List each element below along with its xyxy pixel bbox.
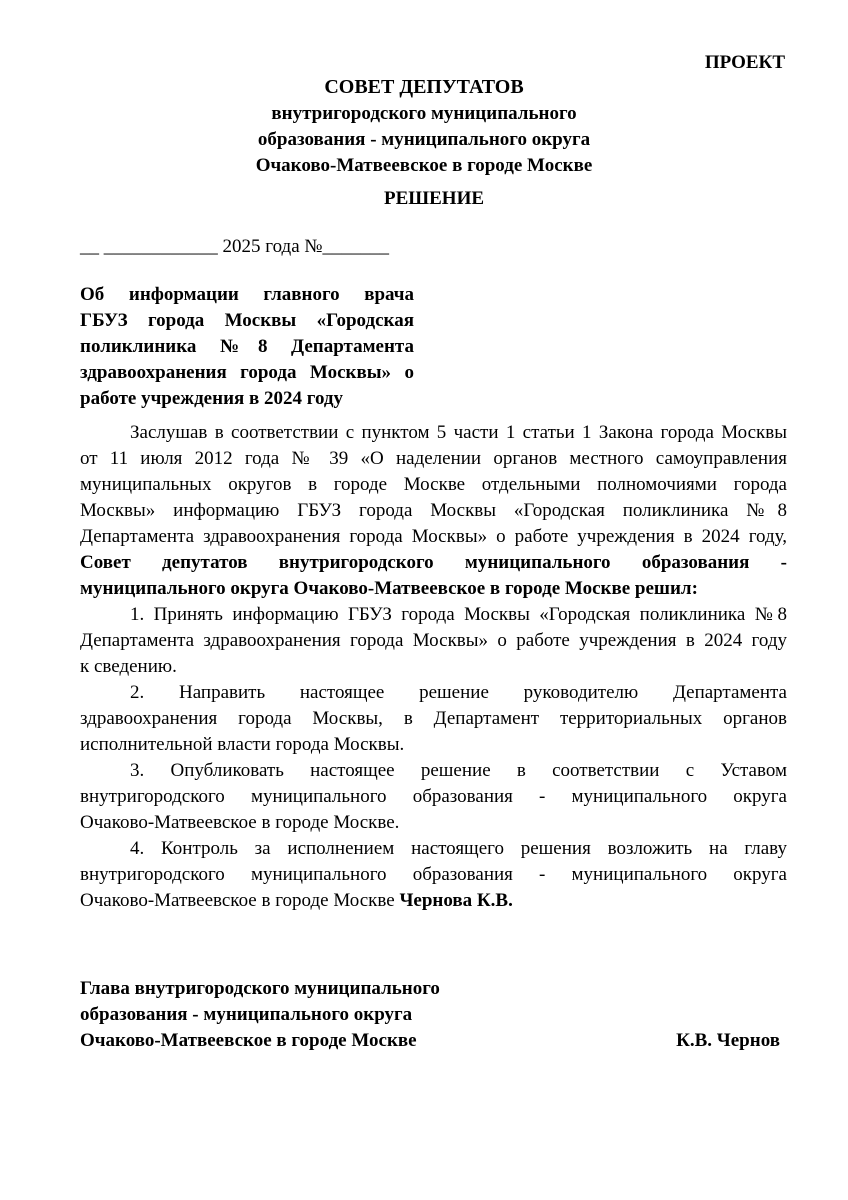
item-1	[80, 602, 787, 680]
text-line	[80, 888, 787, 914]
decision-subject	[80, 282, 414, 412]
text-line: внутригородского муниципального образования - муниципального округа	[80, 864, 787, 885]
signer-title-line: образования - муниципального округа	[80, 1004, 413, 1025]
document-header	[0, 74, 848, 179]
signer-name: К.В. Чернов	[676, 1030, 780, 1051]
header-line-3: образования - муниципального округа	[257, 129, 591, 150]
header-line-4: Очаково-Матвеевское в городе Москве	[255, 155, 593, 176]
text-line: Департамента здравоохранения города Москвы» о работе учреждения в 2024 году	[80, 630, 787, 651]
signature-block	[80, 976, 780, 1054]
decision-title: РЕШЕНИЕ	[383, 188, 485, 209]
subject-line: работе учреждения в 2024 году	[80, 388, 344, 409]
subject-line: ГБУЗ города Москвы «Городская	[80, 310, 414, 331]
text-line: Москвы» информацию ГБУЗ города Москвы «Городская поликлиника №8	[80, 500, 787, 521]
header-line-2: внутригородского муниципального	[271, 103, 577, 124]
item-3	[80, 758, 787, 836]
subject-line: Об информации главного врача	[80, 284, 414, 305]
text-line: 4. Контроль за исполнением настоящего решения возложить на главу	[130, 838, 787, 859]
text-fragment: Очаково-Матвеевское в городе Москве	[80, 890, 395, 911]
text-line: Департамента здравоохранения города Москвы» о работе учреждения в 2024 году,	[80, 526, 787, 547]
resolution-clause: Совет депутатов внутригородского муниципального образования -	[80, 552, 787, 573]
resolution-clause: муниципального округа Очаково-Матвеевское в городе Москве решил:	[80, 578, 698, 599]
text-line: 3. Опубликовать настоящее решение в соответствии с Уставом	[130, 760, 787, 781]
item-2	[80, 680, 787, 758]
document-body	[80, 420, 787, 914]
preamble-paragraph	[80, 420, 787, 602]
signer-title-line: Очаково-Матвеевское в городе Москве	[80, 1030, 417, 1051]
signer-title-line: Глава внутригородского муниципального	[80, 978, 440, 999]
text-line: Заслушав в соответствии с пунктом 5 части 1 статьи 1 Закона города Москвы	[130, 422, 787, 443]
text-line: Очаково-Матвеевское в городе Москве.	[80, 812, 400, 833]
subject-line: здравоохранения города Москвы» о	[80, 362, 414, 383]
responsible-person: Чернова К.В.	[399, 890, 513, 911]
draft-stamp: ПРОЕКТ	[704, 52, 785, 73]
text-line: внутригородского муниципального образования - муниципального округа	[80, 786, 787, 807]
text-line: здравоохранения города Москвы, в Департамент территориальных органов	[80, 708, 787, 729]
council-title: СОВЕТ ДЕПУТАТОВ	[324, 76, 524, 98]
signature-row	[80, 1028, 780, 1054]
date-number-line: __ ____________ 2025 года №_______	[80, 236, 390, 257]
text-line: 1. Принять информацию ГБУЗ города Москвы «Городская поликлиника №8	[130, 604, 787, 625]
text-line: 2. Направить настоящее решение руководителю Департамента	[130, 682, 787, 703]
text-line: к сведению.	[80, 656, 177, 677]
text-line: муниципальных округов в городе Москве отдельными полномочиями города	[80, 474, 787, 495]
text-line: от 11 июля 2012 года № 39 «О наделении органов местного самоуправления	[80, 448, 787, 469]
item-4	[80, 836, 787, 914]
subject-line: поликлиника №8 Департамента	[80, 336, 414, 357]
text-line: исполнительной власти города Москвы.	[80, 734, 405, 755]
